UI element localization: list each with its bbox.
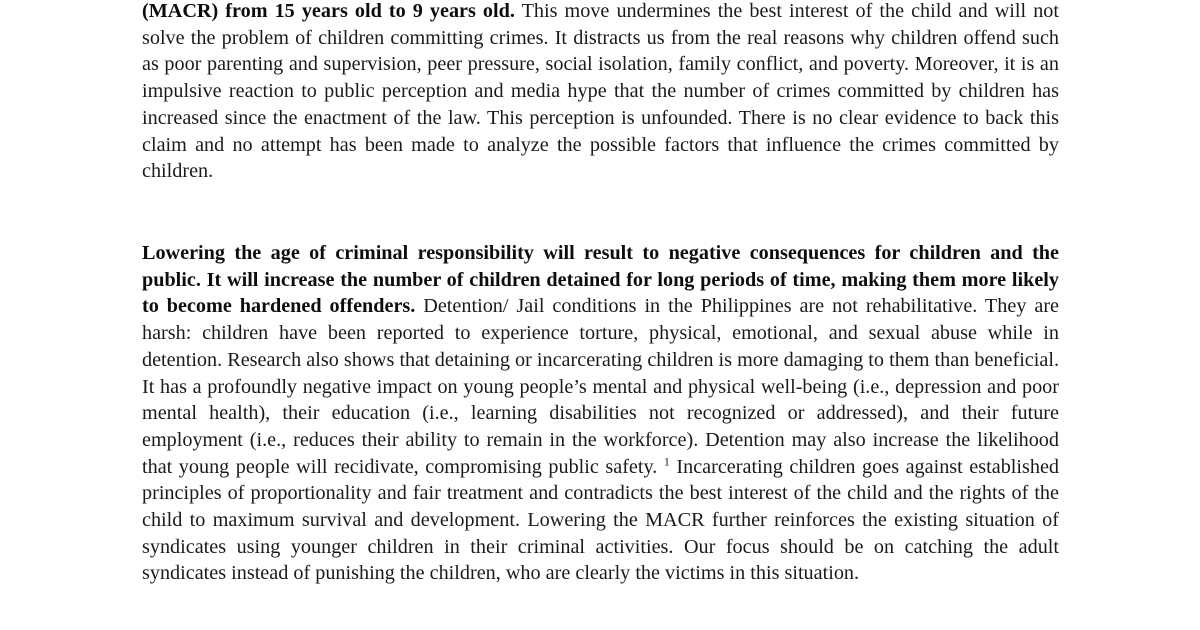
- paragraph-1-bold-lead: (MACR) from 15 years old to 9 years old.: [142, 0, 515, 22]
- paragraph-macr: [142, 0, 1059, 185]
- footnote-reference: 1: [663, 453, 670, 468]
- paragraph-2-text-before-footnote: Detention/ Jail conditions in the Philippines are not rehabilitative. They are harsh: children have been reported to experience torture, physical, emotional, and sexual abuse while in detention. Research also shows that detaining or incarcerating children is more damaging to them than beneficial. It has a profoundly negative impact on young people’s mental and physical well-being (i.e., depression and poor mental health), their education (i.e., learning disabilities not recognized or addressed), and their future employment (i.e., reduces their ability to remain in the workforce). Detention may also increase the likelihood that young people will recidivate, compromising public safety.: [142, 295, 1059, 478]
- paragraph-negative-consequences: [142, 240, 1059, 587]
- paragraph-1-text: This move undermines the best interest of the child and will not solve the problem of children committing crimes. It distracts us from the real reasons why children offend such as poor parenting and supervision, peer pressure, social isolation, family conflict, and poverty. Moreover, it is an impulsive reaction to public perception and media hype that the number of crimes committed by children has increased since the enactment of the law. This perception is unfounded. There is no clear evidence to back this claim and no attempt has been made to analyze the possible factors that influence the crimes committed by children.: [142, 0, 1059, 183]
- paragraph-2-bold-lead: Lowering the age of criminal responsibility will result to negative consequences for children and the public. It will increase the number of children detained for long periods of time, making them more likely to become hardened offenders.: [142, 242, 1059, 318]
- paragraph-2-text-after-footnote: Incarcerating children goes against established principles of proportionality and fair treatment and contradicts the best interest of the child and the rights of the child to maximum survival and development. Lowering the MACR further reinforces the existing situation of syndicates using younger children in their criminal activities. Our focus should be on catching the adult syndicates instead of punishing the children, who are clearly the victims in this situation.: [142, 455, 1060, 585]
